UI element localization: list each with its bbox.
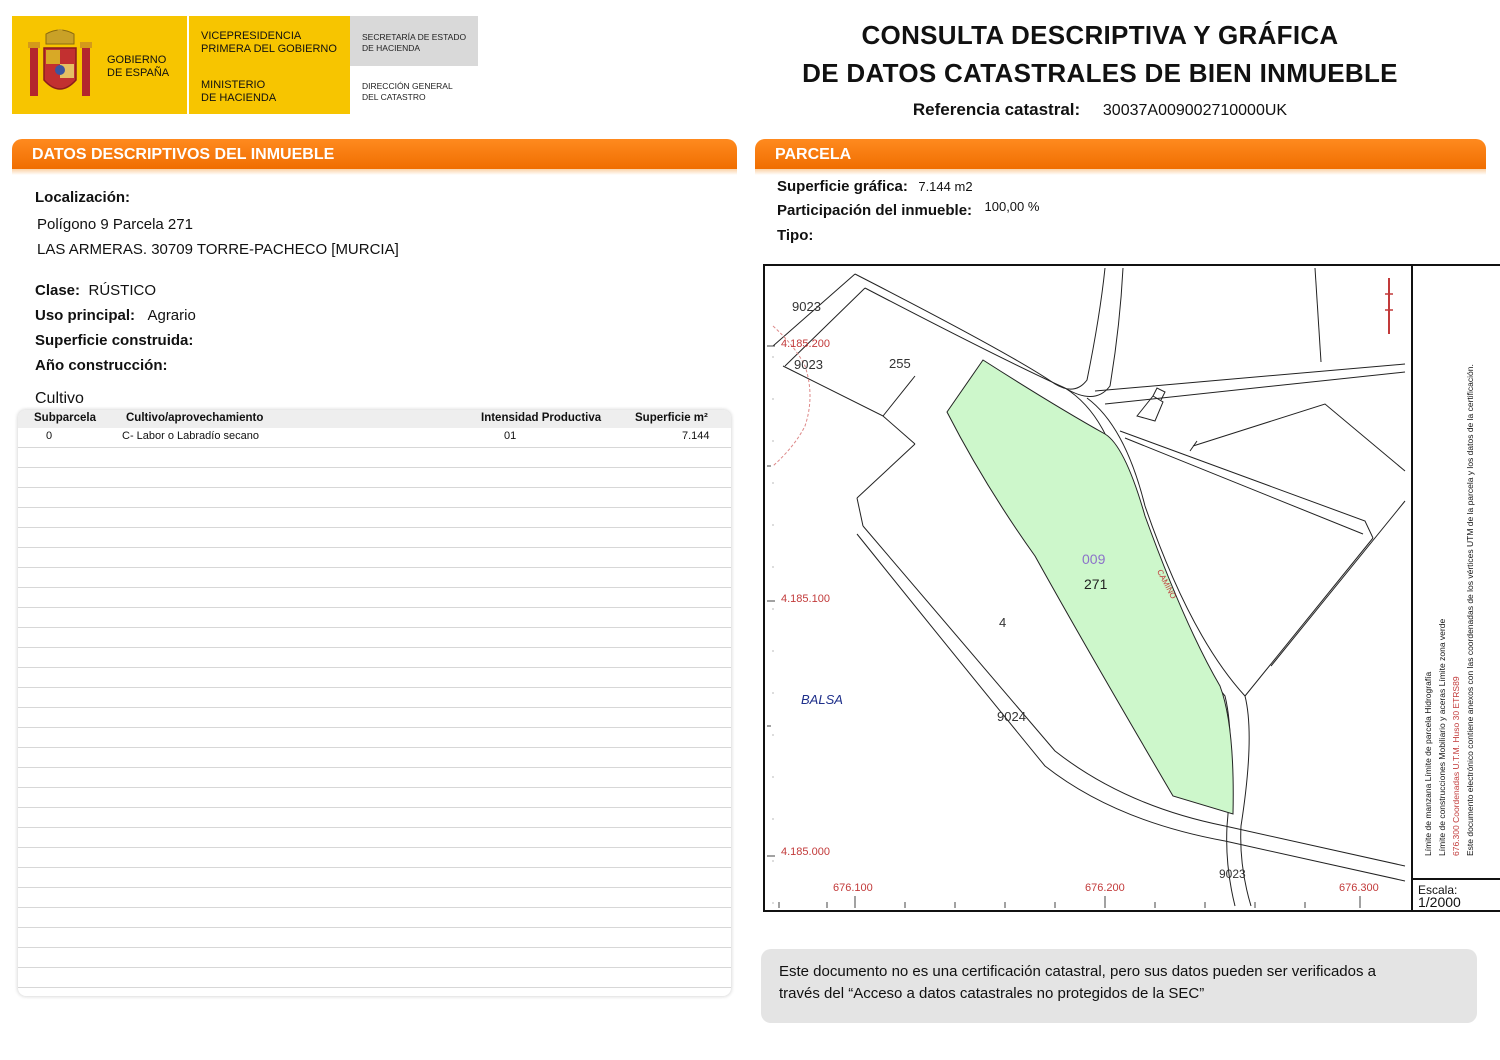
empty-table-row [18, 988, 731, 996]
empty-table-row [18, 608, 731, 628]
empty-table-row [18, 948, 731, 968]
superficie-grafica-row [777, 178, 973, 196]
map-label-009: 009 [1082, 551, 1106, 567]
map-legend [1411, 266, 1500, 910]
empty-table-row [18, 888, 731, 908]
table-row [18, 428, 731, 448]
ref-value: 30037A009002710000UK [1102, 102, 1288, 119]
logo-vicepresidencia-text: VICEPRESIDENCIA PRIMERA DEL GOBIERNO [201, 30, 337, 55]
empty-table-row [18, 908, 731, 928]
section-shadow [755, 169, 1486, 175]
y-tick-label: 4.185.200 [781, 338, 830, 350]
map-label-9023-mid: 9023 [794, 357, 823, 372]
disclaimer-line-2: través del “Acceso a datos catastrales no protegidos de la SEC” [779, 985, 1205, 1002]
empty-table-row [18, 468, 731, 488]
legend-note: Este documento electrónico contiene anexos con las coordenadas de los vértices UTM de la parcela y los datos de la certificación. [1465, 364, 1475, 856]
empty-table-row [18, 448, 731, 468]
cell-superficie: 7.144 [682, 430, 710, 442]
cultivo-table [18, 410, 731, 996]
coat-of-arms-icon [24, 28, 96, 106]
map-label-9023-top: 9023 [792, 299, 821, 314]
empty-table-row [18, 768, 731, 788]
empty-table-row [18, 688, 731, 708]
map-label-balsa: BALSA [801, 692, 843, 707]
x-tick-label: 676.200 [1085, 882, 1125, 894]
map-label-271: 271 [1084, 576, 1108, 592]
disclaimer-box [761, 949, 1477, 1023]
empty-table-row [18, 728, 731, 748]
empty-table-row [18, 968, 731, 988]
section-shadow [12, 169, 737, 175]
participacion-label: Participación del inmueble: [777, 202, 973, 219]
legend-line: Límite de manzana Límite de parcela Hidrografía [1423, 671, 1433, 856]
logo-secretaria-text: SECRETARÍA DE ESTADO DE HACIENDA [362, 32, 467, 53]
superficie-grafica-label: Superficie gráfica: [777, 178, 908, 195]
empty-table-row [18, 588, 731, 608]
map-label-9024: 9024 [997, 709, 1026, 724]
empty-table-row [18, 848, 731, 868]
disclaimer-line-1: Este documento no es una certificación catastral, pero sus datos pueden ser verificados a [779, 963, 1377, 980]
uso-value: Agrario [147, 307, 196, 324]
empty-table-row [18, 548, 731, 568]
empty-table-row [18, 648, 731, 668]
empty-table-row [18, 748, 731, 768]
cell-intensidad: 01 [504, 430, 517, 442]
parcela-title: PARCELA [755, 139, 1486, 169]
participacion-value: 100,00 % [984, 199, 1040, 214]
participacion-row [777, 199, 1040, 220]
localizacion-line-2: LAS ARMERAS. 30709 TORRE-PACHECO [MURCIA] [37, 241, 399, 258]
clase-label: Clase: [35, 282, 81, 299]
x-tick-label: 676.100 [833, 882, 873, 894]
cultivo-table-header [18, 410, 731, 428]
logo-ministerio-text: MINISTERIO DE HACIENDA [201, 79, 277, 104]
logo-gobierno-text: GOBIERNO DE ESPAÑA [107, 54, 170, 79]
empty-rows [18, 448, 731, 996]
ref-label: Referencia catastral: [912, 100, 1081, 119]
cell-subparcela: 0 [46, 430, 53, 442]
empty-table-row [18, 568, 731, 588]
datos-descriptivos-title: DATOS DESCRIPTIVOS DEL INMUEBLE [12, 139, 737, 169]
col-subparcela: Subparcela [34, 412, 96, 424]
map-label-camino: CAMINO [1155, 568, 1179, 601]
empty-table-row [18, 928, 731, 948]
empty-table-row [18, 668, 731, 688]
x-tick-label: 676.300 [1339, 882, 1379, 894]
localizacion-label: Localización: [35, 189, 131, 206]
datos-descriptivos-header [12, 139, 737, 175]
superficie-grafica-value: 7.144 m2 [918, 179, 973, 194]
empty-table-row [18, 708, 731, 728]
logo-direccion-text: DIRECCIÓN GENERAL DEL CATASTRO [362, 81, 453, 102]
page-title [760, 16, 1440, 92]
referencia-catastral-row [760, 100, 1440, 120]
title-line-1: CONSULTA DESCRIPTIVA Y GRÁFICA [861, 20, 1339, 50]
escala-value: 1/2000 [1418, 894, 1461, 910]
legend-coords: 676.300 Coordenadas U.T.M. Huso 30 ETRS89 [1451, 676, 1461, 856]
y-tick-label: 4.185.100 [781, 593, 830, 605]
cultivo-title: Cultivo [35, 390, 84, 407]
empty-table-row [18, 628, 731, 648]
empty-table-row [18, 788, 731, 808]
col-superficie: Superficie m² [635, 412, 708, 424]
parcela-header [755, 139, 1486, 175]
logo-separator [187, 16, 189, 114]
empty-table-row [18, 828, 731, 848]
empty-table-row [18, 508, 731, 528]
gobierno-logo [12, 16, 478, 114]
uso-label: Uso principal: [35, 307, 136, 324]
cadastral-map [763, 264, 1500, 912]
col-intensidad: Intensidad Productiva [481, 412, 602, 424]
empty-table-row [18, 528, 731, 548]
col-cultivo: Cultivo/aprovechamiento [126, 412, 264, 424]
anio-construccion-label: Año construcción: [35, 357, 168, 374]
cell-cultivo: C- Labor o Labradío secano [122, 430, 259, 442]
clase-row [35, 282, 156, 300]
empty-table-row [18, 868, 731, 888]
clase-value: RÚSTICO [88, 282, 156, 299]
map-label-9023-bottom: 9023 [1219, 867, 1246, 881]
map-label-4: 4 [999, 615, 1007, 630]
superficie-construida-label: Superficie construida: [35, 332, 194, 349]
empty-table-row [18, 488, 731, 508]
escala-box [1413, 878, 1500, 910]
uso-row [35, 307, 196, 325]
legend-text [1421, 276, 1477, 856]
tipo-label: Tipo: [777, 227, 814, 244]
map-label-255: 255 [889, 356, 911, 371]
title-line-2: DE DATOS CATASTRALES DE BIEN INMUEBLE [802, 58, 1398, 88]
legend-line: Límite de construcciones Mobiliario y aceras Límite zona verde [1437, 618, 1447, 856]
escala-label: Escala: [1418, 883, 1458, 897]
localizacion-line-1: Polígono 9 Parcela 271 [37, 216, 193, 233]
y-tick-label: 4.185.000 [781, 846, 830, 858]
empty-table-row [18, 808, 731, 828]
